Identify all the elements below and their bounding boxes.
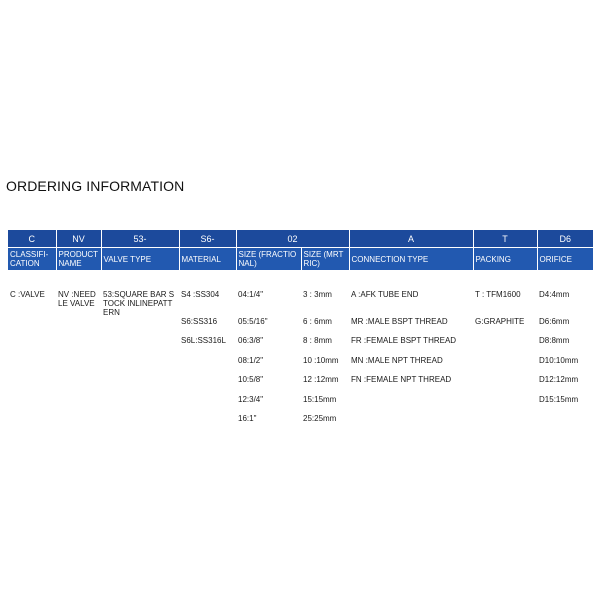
table-cell: 25:25mm: [303, 414, 337, 423]
table-cell: 3 : 3mm: [303, 289, 332, 299]
code-classification: C: [8, 230, 56, 248]
table-cell: [473, 336, 537, 356]
table-cell: [179, 356, 236, 376]
table-cell: FR :FEMALE BSPT THREAD: [351, 336, 457, 345]
code-orifice: D6: [537, 230, 593, 248]
table-cell: [8, 395, 56, 415]
table-cell: [473, 414, 537, 434]
table-cell: [101, 317, 179, 337]
table-cell: C :VALVE: [10, 289, 45, 299]
table-cell: [8, 317, 56, 337]
table-row: [8, 290, 593, 317]
table-cell: [473, 375, 537, 395]
table-cell: [101, 356, 179, 376]
table-cell: MR :MALE BSPT THREAD: [351, 316, 448, 326]
label-header-row: [8, 248, 593, 271]
table-row: [8, 395, 593, 415]
code-material: S6-: [179, 230, 236, 248]
table-cell: 15:15mm: [303, 394, 337, 404]
table-cell: D6:6mm: [539, 316, 570, 326]
table-cell: 16:1": [238, 414, 257, 423]
table-cell: S4 :SS304: [181, 289, 220, 299]
table-cell: 10 :10mm: [303, 355, 339, 365]
table-row: [8, 356, 593, 376]
table-cell: D4:4mm: [539, 289, 570, 299]
label-orifice: ORIFICE: [537, 248, 593, 271]
table-cell: [8, 414, 56, 434]
table-cell: 12 :12mm: [303, 375, 339, 384]
table-cell: [101, 395, 179, 415]
table-cell: 08:1/2": [238, 355, 264, 365]
table-cell: [101, 375, 179, 395]
table-cell: 8 : 8mm: [303, 336, 332, 345]
page-title: ORDERING INFORMATION: [6, 178, 185, 194]
table-cell: [8, 375, 56, 395]
table-cell: NV :NEEDLE VALVE: [58, 289, 96, 308]
table-cell: 06:3/8": [238, 336, 264, 345]
table-cell: [101, 414, 179, 434]
table-row: [8, 375, 593, 395]
table-cell: D12:12mm: [539, 375, 579, 384]
table-cell: S6:SS316: [181, 316, 218, 326]
table-cell: D15:15mm: [539, 394, 579, 404]
label-connection-type: CONNECTION TYPE: [349, 248, 473, 271]
table-cell: FN :FEMALE NPT THREAD: [351, 375, 452, 384]
code-packing: T: [473, 230, 537, 248]
code-valve-type: 53-: [101, 230, 179, 248]
label-valve-type: VALVE TYPE: [101, 248, 179, 271]
label-size-metric: SIZE (MRTRIC): [301, 248, 349, 271]
table-cell: D8:8mm: [539, 336, 570, 345]
table-cell: 10:5/8": [238, 375, 264, 384]
table-cell: 6 : 6mm: [303, 316, 332, 326]
table-cell: 04:1/4": [238, 289, 264, 299]
table-cell: [56, 336, 101, 356]
table-cell: [537, 414, 593, 434]
table-cell: [56, 356, 101, 376]
table-cell: [56, 395, 101, 415]
table-cell: [56, 317, 101, 337]
table-cell: 12:3/4": [238, 394, 264, 404]
table-cell: [56, 375, 101, 395]
label-classification: CLASSIFI-CATION: [8, 248, 56, 271]
code-header-row: [8, 230, 593, 248]
label-material: MATERIAL: [179, 248, 236, 271]
table-cell: [473, 356, 537, 376]
table-row: [8, 317, 593, 337]
table-cell: D10:10mm: [539, 355, 579, 365]
table-cell: 53:SQUARE BAR STOCK INLINEPATTERN: [103, 289, 175, 317]
code-product-name: NV: [56, 230, 101, 248]
table-cell: [8, 336, 56, 356]
table-cell: [349, 414, 473, 434]
table-cell: [179, 414, 236, 434]
ordering-table: [8, 230, 593, 434]
code-connection-type: A: [349, 230, 473, 248]
label-packing: PACKING: [473, 248, 537, 271]
table-cell: [8, 356, 56, 376]
table-cell: [179, 375, 236, 395]
table-cell: G:GRAPHITE: [475, 316, 525, 326]
table-cell: 05:5/16": [238, 316, 268, 326]
table-cell: [179, 395, 236, 415]
table-cell: [56, 414, 101, 434]
code-size: 02: [236, 230, 349, 248]
table-row: [8, 336, 593, 356]
table-cell: [101, 336, 179, 356]
table-cell: S6L:SS316L: [181, 336, 226, 345]
table-row: [8, 414, 593, 434]
table-cell: [349, 395, 473, 415]
table-cell: [473, 395, 537, 415]
label-product-name: PRODUCT NAME: [56, 248, 101, 271]
table-cell: MN :MALE NPT THREAD: [351, 355, 443, 365]
table-cell: A :AFK TUBE END: [351, 289, 419, 299]
table-cell: T : TFM1600: [475, 289, 521, 299]
label-size-fractional: SIZE (FRACTIONAL): [236, 248, 301, 271]
